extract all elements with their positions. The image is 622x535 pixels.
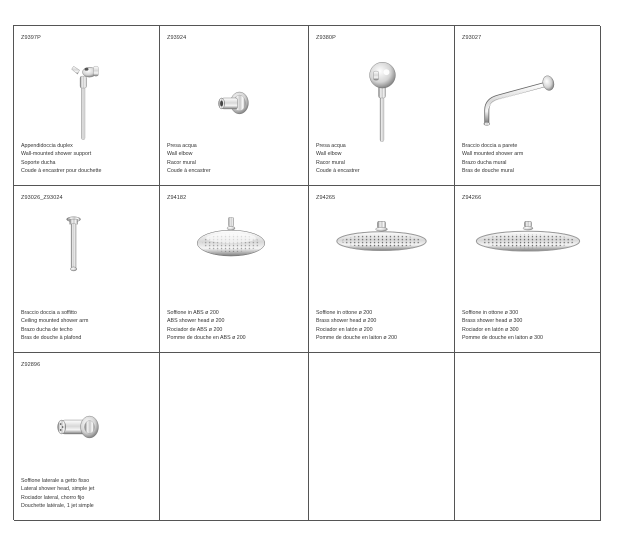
description-line-en: ABS shower head ø 200 bbox=[167, 318, 225, 325]
description-line-it: Appendidoccia duplex bbox=[21, 142, 73, 149]
product-description bbox=[21, 142, 101, 176]
product-description bbox=[21, 309, 88, 343]
lateral-jet-icon bbox=[14, 378, 159, 476]
description-line-it: Braccio doccia a parete bbox=[462, 142, 518, 149]
product-cell bbox=[455, 186, 601, 353]
product-code: Z94266 bbox=[462, 195, 482, 201]
product-catalog-grid bbox=[13, 25, 600, 520]
description-line-es: Rociador lateral, chorro fijo bbox=[21, 494, 85, 501]
shower-head-abs-icon bbox=[160, 211, 308, 309]
description-line-es: Rociador de ABS ø 200 bbox=[167, 326, 223, 333]
empty-cell bbox=[160, 353, 309, 521]
description-line-es: Brazo ducha mural bbox=[462, 159, 507, 166]
description-line-en: Lateral shower head, simple jet bbox=[21, 486, 95, 493]
description-line-fr: Coude à encastrer bbox=[316, 168, 360, 175]
description-line-es: Soporte ducha bbox=[21, 159, 56, 166]
product-code: Z94182 bbox=[167, 195, 187, 201]
description-line-en: Wall elbow bbox=[167, 151, 193, 158]
product-description bbox=[462, 309, 543, 343]
description-line-es: Rociador en latón ø 300 bbox=[462, 326, 519, 333]
product-cell bbox=[160, 186, 309, 353]
description-line-es: Racor mural bbox=[167, 159, 196, 166]
product-description bbox=[167, 309, 246, 343]
product-code: Z9397P bbox=[21, 35, 41, 41]
description-line-en: Wall-mounted shower support bbox=[21, 151, 92, 158]
description-line-it: Braccio doccia a soffitto bbox=[21, 309, 77, 316]
shower-head-brass-300-icon bbox=[455, 211, 600, 309]
product-cell bbox=[14, 353, 160, 521]
product-code: Z92896 bbox=[21, 362, 41, 368]
description-line-en: Wall elbow bbox=[316, 151, 342, 158]
product-description bbox=[316, 309, 397, 343]
product-code: Z93026_Z93024 bbox=[21, 195, 63, 201]
description-line-it: Soffione in ABS ø 200 bbox=[167, 309, 219, 316]
product-cell bbox=[309, 26, 455, 186]
description-line-es: Racor mural bbox=[316, 159, 345, 166]
product-code: Z93027 bbox=[462, 35, 482, 41]
description-line-fr: Bras de douche mural bbox=[462, 168, 514, 175]
product-description bbox=[21, 477, 94, 511]
product-description bbox=[167, 142, 211, 176]
shower-arm-icon bbox=[455, 48, 600, 146]
wall-elbow-icon bbox=[160, 48, 308, 146]
description-line-fr: Coude à encastrer bbox=[167, 168, 211, 175]
wall-elbow-hose-icon bbox=[309, 48, 454, 146]
product-code: Z9380P bbox=[316, 35, 336, 41]
description-line-fr: Pomme de douche en laiton ø 200 bbox=[316, 335, 397, 342]
shower-head-brass-200-icon bbox=[309, 211, 454, 309]
description-line-it: Soffione in ottone ø 200 bbox=[316, 309, 373, 316]
description-line-en: Brass shower head ø 200 bbox=[316, 318, 377, 325]
description-line-en: Wall mounted shower arm bbox=[462, 151, 524, 158]
description-line-fr: Pomme de douche en ABS ø 200 bbox=[167, 335, 246, 342]
description-line-fr: Pomme de douche en laiton ø 300 bbox=[462, 335, 543, 342]
description-line-fr: Coude à encastrer pour douchette bbox=[21, 168, 102, 175]
product-cell bbox=[309, 186, 455, 353]
description-line-it: Soffione laterale a getto fisso bbox=[21, 477, 90, 484]
product-description bbox=[316, 142, 360, 176]
product-cell bbox=[14, 186, 160, 353]
description-line-it: Presa acqua bbox=[167, 142, 197, 149]
product-cell bbox=[455, 26, 601, 186]
description-line-es: Rociador en latón ø 200 bbox=[316, 326, 373, 333]
product-description bbox=[462, 142, 523, 176]
description-line-it: Presa acqua bbox=[316, 142, 346, 149]
product-code: Z93924 bbox=[167, 35, 187, 41]
description-line-en: Ceiling mounted shower arm bbox=[21, 318, 89, 325]
product-cell bbox=[14, 26, 160, 186]
description-line-it: Soffione in ottone ø 300 bbox=[462, 309, 519, 316]
ceiling-arm-icon bbox=[14, 211, 159, 309]
product-code: Z94265 bbox=[316, 195, 336, 201]
description-line-fr: Bras de douche à plafond bbox=[21, 335, 82, 342]
description-line-es: Brazo ducha de techo bbox=[21, 326, 73, 333]
empty-cell bbox=[455, 353, 601, 521]
shower-support-icon bbox=[14, 48, 159, 146]
description-line-en: Brass shower head ø 300 bbox=[462, 318, 523, 325]
description-line-fr: Douchette latérale, 1 jet simple bbox=[21, 503, 94, 510]
empty-cell bbox=[309, 353, 455, 521]
product-cell bbox=[160, 26, 309, 186]
